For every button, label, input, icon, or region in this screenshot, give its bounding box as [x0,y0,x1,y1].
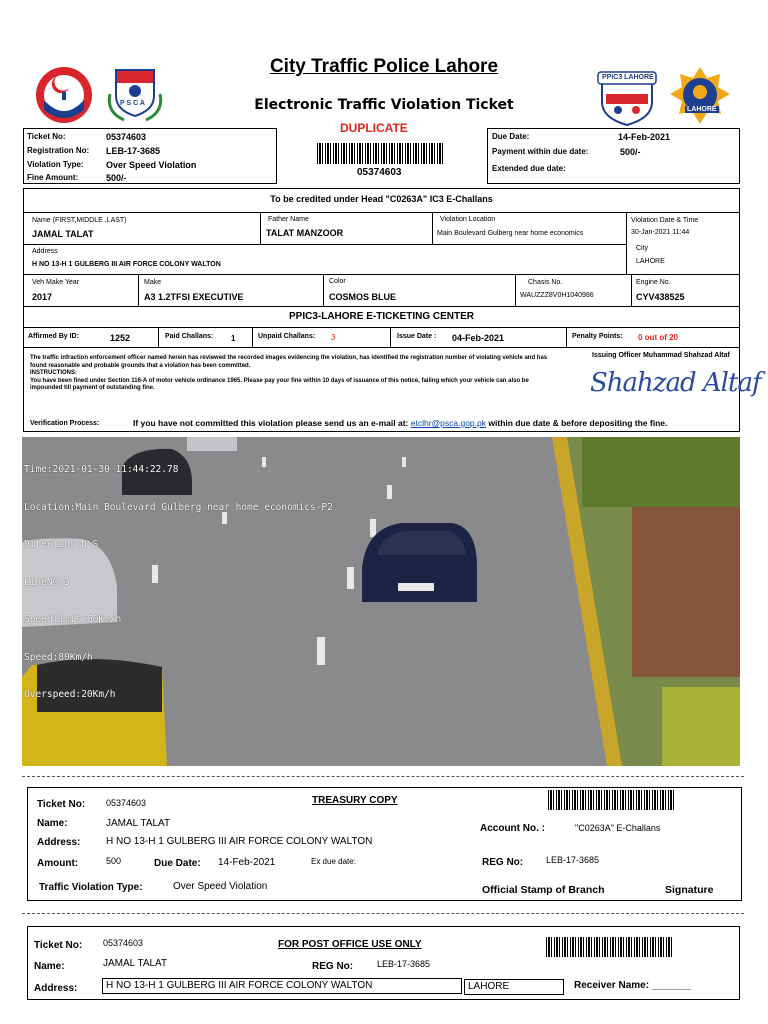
post-name-label: Name: [34,961,65,972]
extended-due-label: Extended due date: [492,164,566,173]
instructions-label: INSTRUCTIONS: [30,370,77,376]
chassis-label: Chasis No. [528,279,563,286]
ppic3-logo-text: PPIC3 LAHORE [602,74,654,81]
color-value: COSMOS BLUE [329,292,397,302]
top-barcode [317,143,443,164]
treasury-account-label: Account No. : [480,823,545,834]
verification-email-link[interactable]: etclhr@psca.gop.pk [410,418,487,428]
treasury-address-label: Address: [37,837,81,848]
make-label: Make [144,279,162,286]
credit-line: To be credited under Head "C0263A" IC3 E-Challans [270,194,493,204]
ticket-no-value: 05374603 [106,132,147,142]
cut-line-2 [22,913,744,914]
datetime-value: 30-Jan-2021 11:44 [631,229,690,236]
treasury-barcode [548,790,676,810]
penalty-label: Penalty Points: [572,333,623,340]
treasury-name-value: JAMAL TALAT [106,818,171,829]
overlay-direction: Direction:N\S [24,539,99,550]
post-address-value: H NO 13-H 1 GULBERG III AIR FORCE COLONY WALTON [102,978,462,994]
traffic-police-logo [668,66,732,126]
issuing-officer-name: Muhammad Shahzad Altaf [642,352,730,359]
year-label: Veh Make Year [32,279,80,286]
registration-label: Registration No: [27,146,90,155]
overlay-line: LineNO:3 [24,576,70,588]
treasury-address-value: H NO 13-H 1 GULBERG III AIR FORCE COLONY WALTON [106,836,373,847]
address-value: H NO 13-H 1 GULBERG III AIR FORCE COLONY WALTON [32,261,221,268]
engine-label: Engine No. [636,279,671,286]
duplicate-label: DUPLICATE [340,121,408,135]
issuing-officer [592,352,738,360]
violation-type-value: Over Speed Violation [106,160,197,170]
treasury-name-label: Name: [37,818,68,829]
affirmed-label: Affirmed By ID: [28,333,79,340]
treasury-amount-label: Amount: [37,858,79,869]
penalty-value: 0 out of 20 [638,333,679,342]
traffic-logo-text: LAHORE [687,106,717,113]
unpaid-label: Unpaid Challans: [258,333,316,340]
name-label: Name (FIRST,MIDDLE ,LAST) [32,217,127,224]
post-address-label: Address: [34,983,78,994]
treasury-reg-label: REG No: [482,857,524,868]
treasury-title: TREASURY COPY [312,795,398,806]
psca-logo-text: P S C A [120,100,145,107]
post-ticket-label: Ticket No: [34,940,83,951]
treasury-reg-value: LEB-17-3685 [546,855,600,865]
treasury-ticket-value: 05374603 [106,798,147,808]
name-value: JAMAL TALAT [32,229,94,239]
page-subtitle: Electronic Traffic Violation Ticket [254,97,514,113]
audi-car [362,523,477,602]
issuing-officer-label: Issuing Officer [592,352,642,359]
address-label: Address [32,248,58,255]
notice-text [30,355,550,393]
color-label: Color [329,278,346,285]
treasury-account-value: "C0263A" E-Challans [575,823,661,833]
treasury-signature-label: Signature [665,884,714,896]
father-label: Father Name [268,216,309,223]
treasury-due-label: Due Date: [154,858,201,869]
treasury-exdue-label: Ex due date: [311,857,356,866]
overlay-speedlimit: Speedlimit:60Km/h [24,614,122,625]
verification-text [133,418,667,428]
ppic3-logo [594,70,660,126]
notice-paragraph-2: You have been fined under Section 116-A of motor vehicle ordinance 1965. Please pay your fine within 10 days of issuance of this notice, failing which your vehicle can also be impounded till payment of outstanding fine. [30,377,529,391]
officer-signature: Shahzad Altaf [590,368,761,398]
issue-value: 04-Feb-2021 [452,333,505,343]
payment-value: 500/- [620,147,641,157]
location-label: Violation Location [440,216,496,223]
verification-before: If you have not committed this violation please send us an e-mail at: [133,418,409,428]
unpaid-value: 3 [331,333,336,342]
treasury-ticket-label: Ticket No: [37,799,86,810]
paid-label: Paid Challans: [165,333,214,340]
overlay-overspeed: Overspeed:20Km/h [24,689,116,700]
location-value: Main Boulevard Gulberg near home economics [437,230,584,237]
verification-label: Verification Process: [30,420,100,427]
treasury-stamp-label: Official Stamp of Branch [482,884,605,896]
affirmed-value: 1252 [110,333,131,343]
overlay-location: Location:Main Boulevard Gulberg near home economics-P2 [24,501,333,513]
ticket-no-label: Ticket No: [27,132,66,141]
paid-value: 1 [231,334,236,343]
post-barcode [546,937,674,957]
fine-amount-label: Fine Amount: [27,173,79,182]
registration-value: LEB-17-3685 [106,146,161,156]
verification-after: within due date & before depositing the fine. [488,418,668,428]
center-title: PPIC3-LAHORE E-TICKETING CENTER [288,311,474,322]
camera-overlay [24,439,333,727]
overlay-speed: Speed:80Km/h [24,651,93,663]
due-date-value: 14-Feb-2021 [618,132,671,142]
violation-type-label: Violation Type: [27,160,84,169]
post-reg-value: LEB-17-3685 [377,959,431,969]
chassis-value: WAUZZZ8V0H1040986 [520,292,594,299]
post-name-value: JAMAL TALAT [103,958,168,969]
datetime-label: Violation Date & Time [631,217,699,224]
due-date-label: Due Date: [492,132,530,141]
barcode-number: 05374603 [357,167,402,178]
post-title: FOR POST OFFICE USE ONLY [278,939,422,950]
post-ticket-value: 05374603 [103,938,144,948]
year-value: 2017 [32,292,53,302]
post-city-value: LAHORE [464,979,564,995]
page-title: City Traffic Police Lahore [269,56,499,77]
payment-label: Payment within due date: [492,147,589,156]
fine-amount-value: 500/- [106,173,127,183]
treasury-type-value: Over Speed Violation [173,881,268,892]
post-reg-label: REG No: [312,961,354,972]
issue-label: Issue Date : [397,333,437,340]
treasury-type-label: Traffic Violation Type: [39,882,143,893]
engine-value: CYV438525 [636,292,685,302]
father-value: TALAT MANZOOR [266,228,344,238]
city-value: LAHORE [636,258,665,265]
treasury-due-value: 14-Feb-2021 [218,857,276,868]
cut-line-1 [22,776,744,777]
violation-photo [22,437,740,766]
make-value: A3 1.2TFSI EXECUTIVE [144,292,244,302]
overlay-time: Time:2021-01-30 11:44:22.78 [24,464,179,475]
post-receiver-label: Receiver Name: _______ [574,980,691,991]
notice-paragraph-1: The traffic infraction enforcement officer named herein has reviewed the recorded images evidencing the violation, has identified the registration number of violating vehicle and has found reasonable and probable grounds that a violation has been committed. [30,355,548,369]
city-label: City [636,245,649,252]
treasury-amount-value: 500 [106,856,122,866]
